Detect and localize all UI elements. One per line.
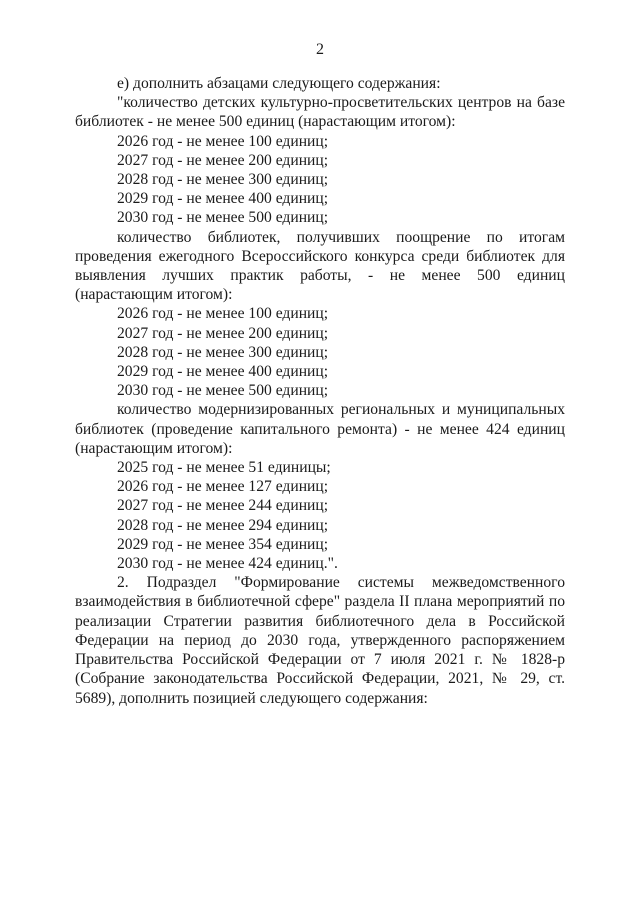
document-body <box>75 74 565 708</box>
block3-heading: количество модернизированных региональных и муниципальных библиотек (проведение капитального ремонта) - не менее 424 единиц (нарастающим итогом): <box>75 401 565 457</box>
page-number: 2 <box>316 41 324 58</box>
block3-item: 2028 год - не менее 294 единиц; <box>117 516 329 534</box>
block1-item: 2027 год - не менее 200 единиц; <box>117 151 329 169</box>
block1-item: 2029 год - не менее 400 единиц; <box>117 190 329 208</box>
block2-heading: количество библиотек, получивших поощрение по итогам проведения ежегодного Всероссийского конкурса среди библиотек для выявления лучших практик работы, - не менее 500 единиц (нарастающим итогом): <box>75 228 565 304</box>
block3-item: 2026 год - не менее 127 единиц; <box>117 478 329 496</box>
block3-item: 2027 год - не менее 244 единиц; <box>117 497 329 515</box>
block1-item: 2030 год - не менее 500 единиц; <box>117 209 329 227</box>
block1-item: 2026 год - не менее 100 единиц; <box>117 132 329 150</box>
block3-item: 2029 год - не менее 354 единиц; <box>117 535 329 553</box>
block2-item: 2030 год - не менее 500 единиц; <box>117 382 329 400</box>
block3-item: 2025 год - не менее 51 единицы; <box>117 459 331 477</box>
block1-item: 2028 год - не менее 300 единиц; <box>117 171 329 189</box>
block2-item: 2026 год - не менее 100 единиц; <box>117 305 329 323</box>
block2-item: 2029 год - не менее 400 единиц; <box>117 363 329 381</box>
block2-item: 2028 год - не менее 300 единиц; <box>117 343 329 361</box>
block3-item: 2030 год - не менее 424 единиц.". <box>117 555 338 573</box>
block1-heading: "количество детских культурно-просветительских центров на базе библиотек - не менее 500 единиц (нарастающим итогом): <box>75 94 565 131</box>
intro-paragraph: е) дополнить абзацами следующего содержания: <box>117 75 441 92</box>
section-2-paragraph: 2. Подраздел "Формирование системы межведомственного взаимодействия в библиотечной сфере" раздела II плана мероприятий по реализации Стратегии развития библиотечного дела в Российской Федерации на период до 2030 года, утвержденного распоряжением Правительства Российской Федерации от 7 июля 2021 г. № 1828-р (Собрание законодательства Российской Федерации, 2021, № 29, ст. 5689), дополнить позицией следующего содержания: <box>75 574 565 707</box>
block2-item: 2027 год - не менее 200 единиц; <box>117 324 329 342</box>
